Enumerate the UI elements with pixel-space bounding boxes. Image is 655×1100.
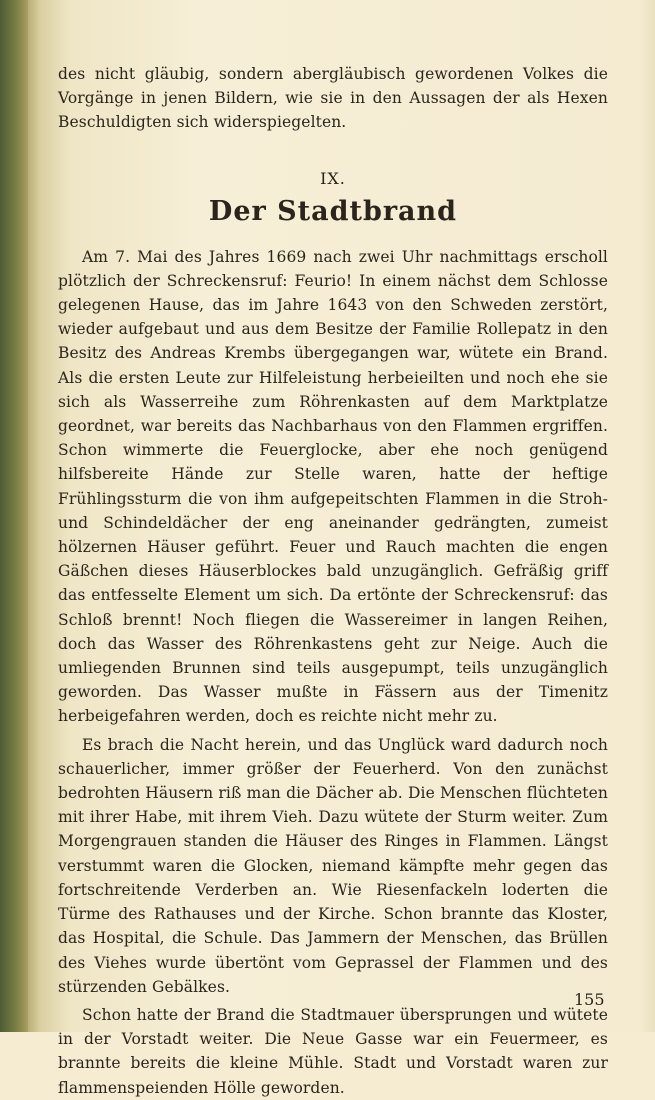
paragraph-1: Am 7. Mai des Jahres 1669 nach zwei Uhr nachmittags erscholl plötzlich der Schreckensruf: Feurio! In einem nächst dem Schlosse gelegenen Hause, das im Jahre 1643 von den Schweden zerstört, wieder aufgebaut und aus dem Besitze der Familie Rollepatz in den Besitz des Andreas Krembs übergegangen war, wütete ein Brand. Als die ersten Leute zur Hilfeleistung herbeieilten und noch ehe sie sich als Wasserreihe zum Röhrenkasten auf dem Marktplatze geordnet, war bereits das Nachbarhaus von den Flammen ergriffen. Schon wimmerte die Feuerglocke, aber ehe noch genügend hilfsbereite Hände zur Stelle waren, hatte der heftige Frühlingssturm die von ihm aufgepeitschten Flammen in die Stroh- und Schindeldächer der eng aneinander gedrängten, zumeist hölzernen Häuser geführt. Feuer und Rauch machten die engen Gäßchen dieses Häuserblockes bald unzugänglich. Gefräßig griff das entfesselte Element um sich. Da ertönte der Schreckensruf: das Schloß brennt! Noch fliegen die Wassereimer in langen Reihen, doch das Wasser des Röhrenkastens geht zur Neige. Auch die umliegenden Brunnen sind teils ausgepumpt, teils unzugänglich geworden. Das Wasser mußte in Fässern aus der Timenitz herbeigefahren werden, doch es reichte nicht mehr zu. bbox=[58, 247, 608, 726]
paragraph-3: Schon hatte der Brand die Stadtmauer übersprungen und wütete in der Vorstadt weiter. Die Neue Gasse war ein Feuermeer, es brannte bereits die kleine Mühle. Stadt und Vorstadt waren zur flammenspeienden Hölle geworden. bbox=[58, 1005, 608, 1097]
page-text-block bbox=[58, 62, 608, 1100]
paragraph-2: Es brach die Nacht herein, und das Unglück ward dadurch noch schauerlicher, immer größer der Feuerherd. Von den zunächst bedrohten Häusern riß man die Dächer ab. Die Menschen flüchteten mit ihrer Habe, mit ihrem Vieh. Dazu wütete der Sturm weiter. Zum Morgengrauen standen die Häuser des Ringes in Flammen. Längst verstummt waren die Glocken, niemand kämpfte mehr gegen das fortschreitende Verderben an. Wie Riesenfackeln loderten die Türme des Rathauses und der Kirche. Schon brannte das Kloster, das Hospital, die Schule. Das Jammern der Menschen, das Brüllen des Viehes wurde übertönt vom Geprassel der Flammen und des stürzenden Gebälkes. bbox=[58, 735, 608, 996]
page-number: 155 bbox=[574, 990, 605, 1009]
chapter-title: Der Stadtbrand bbox=[208, 195, 458, 227]
intro-paragraph: des nicht gläubig, sondern abergläubisch gewordenen Volkes die Vorgänge in jenen Bildern, wie sie in den Aussagen der als Hexen Beschuldigten sich widerspiegelten. bbox=[58, 65, 608, 132]
chapter-number: IX. bbox=[320, 168, 346, 188]
book-spine-shadow bbox=[0, 0, 28, 1032]
